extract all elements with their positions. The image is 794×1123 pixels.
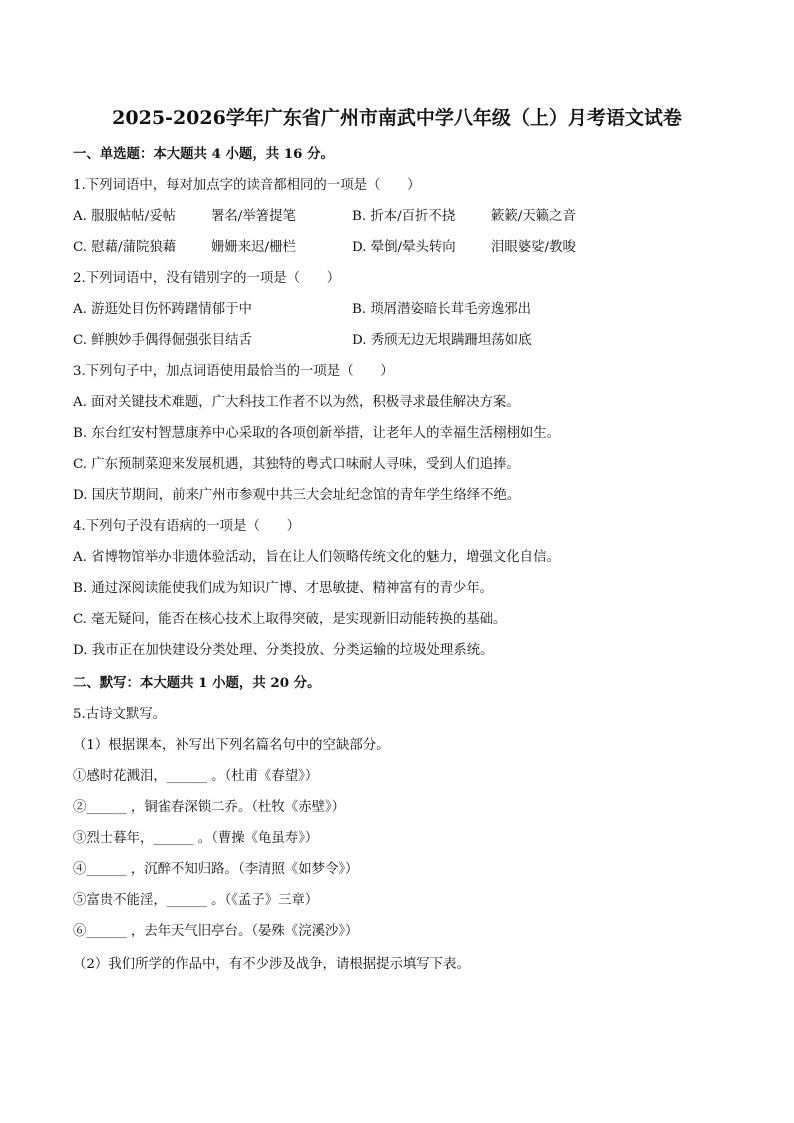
q4-option-d: D. 我市正在加快建设分类处理、分类投放、分类运输的垃圾处理系统。 — [73, 643, 494, 658]
q5-item-3: ③烈士暮年，______ 。（曹操《龟虽寿》） — [73, 831, 319, 846]
q5-part2-instruction: （2）我们所学的作品中，有不少涉及战争，请根据提示填写下表。 — [73, 957, 470, 972]
q1-option-c-part1: C. 慰藉/蒲院狼藉 — [73, 240, 177, 255]
question-2-stem: 2.下列词语中，没有错别字的一项是（ ） — [73, 271, 341, 286]
q1-option-b-part1: B. 折本/百折不挠 — [352, 209, 456, 224]
q3-option-a: A. 面对关键技术难题，广大科技工作者不以为然，积极寻求最佳解决方案。 — [73, 395, 520, 410]
q5-item-6: ⑥______ ，去年天气旧亭台。（晏殊《浣溪沙》） — [73, 924, 359, 939]
q5-item-4: ④______ ，沉醉不知归路。（李清照《如梦令》） — [73, 862, 359, 877]
q5-item-5: ⑤富贵不能淫，______ 。（《孟子》三章） — [73, 893, 319, 908]
q3-option-d: D. 国庆节期间，前来广州市参观中共三大会址纪念馆的青年学生络绎不绝。 — [73, 488, 521, 503]
q2-option-a: A. 游逛处目伤怀踌躇情郁于中 — [73, 302, 252, 317]
q4-option-c: C. 毫无疑问，能否在核心技术上取得突破，是实现新旧动能转换的基础。 — [73, 612, 507, 627]
page-title: 2025-2026学年广东省广州市南武中学八年级（上）月考语文试卷 — [112, 107, 682, 129]
q5-item-2: ②______ ，铜雀春深锁二乔。（杜牧《赤壁》） — [73, 800, 346, 815]
question-5-stem: 5.古诗文默写。 — [73, 707, 167, 722]
q2-option-d: D. 秀颀无边无垠蹒跚坦荡如底 — [352, 333, 532, 348]
q1-option-d-part2: 泪眼婆娑/教唆 — [491, 240, 576, 255]
q5-part1-instruction: （1）根据课本，补写出下列名篇名句中的空缺部分。 — [73, 738, 390, 753]
question-3-stem: 3.下列句子中，加点词语使用最恰当的一项是（ ） — [73, 364, 394, 379]
q2-option-b: B. 琐屑潜姿暗长茸毛旁逸邪出 — [352, 302, 532, 317]
q1-option-b-part2: 簌簌/天籁之音 — [491, 209, 576, 224]
q1-option-c-part2: 姗姗来迟/栅栏 — [211, 240, 296, 255]
section-heading-dictation: 二、默写：本大题共 1 小题，共 20 分。 — [73, 675, 321, 691]
q1-option-d-part1: D. 晕倒/晕头转向 — [352, 240, 456, 255]
q5-item-1: ①感时花溅泪，______ 。（杜甫《春望》） — [73, 769, 319, 784]
question-1-stem: 1.下列词语中，每对加点字的读音都相同的一项是（ ） — [73, 178, 421, 193]
q1-option-a-part1: A. 服服帖帖/妥帖 — [73, 209, 177, 224]
q4-option-a: A. 省博物馆举办非遗体验活动，旨在让人们领略传统文化的魅力，增强文化自信。 — [73, 550, 560, 565]
q4-option-b: B. 通过深阅读能使我们成为知识广博、才思敏捷、精神富有的青少年。 — [73, 581, 494, 596]
q2-option-c: C. 鲜腴妙手偶得倔强张目结舌 — [73, 333, 252, 348]
q3-option-b: B. 东台红安村智慧康养中心采取的各项创新举措，让老年人的幸福生活栩栩如生。 — [73, 426, 561, 441]
q3-option-c: C. 广东预制菜迎来发展机遇，其独特的粤式口味耐人寻味，受到人们追捧。 — [73, 457, 520, 472]
section-heading-single-choice: 一、单选题：本大题共 4 小题，共 16 分。 — [73, 146, 334, 162]
q1-option-a-part2: 署名/举箸提笔 — [211, 209, 296, 224]
question-4-stem: 4.下列句子没有语病的一项是（ ） — [73, 519, 301, 534]
